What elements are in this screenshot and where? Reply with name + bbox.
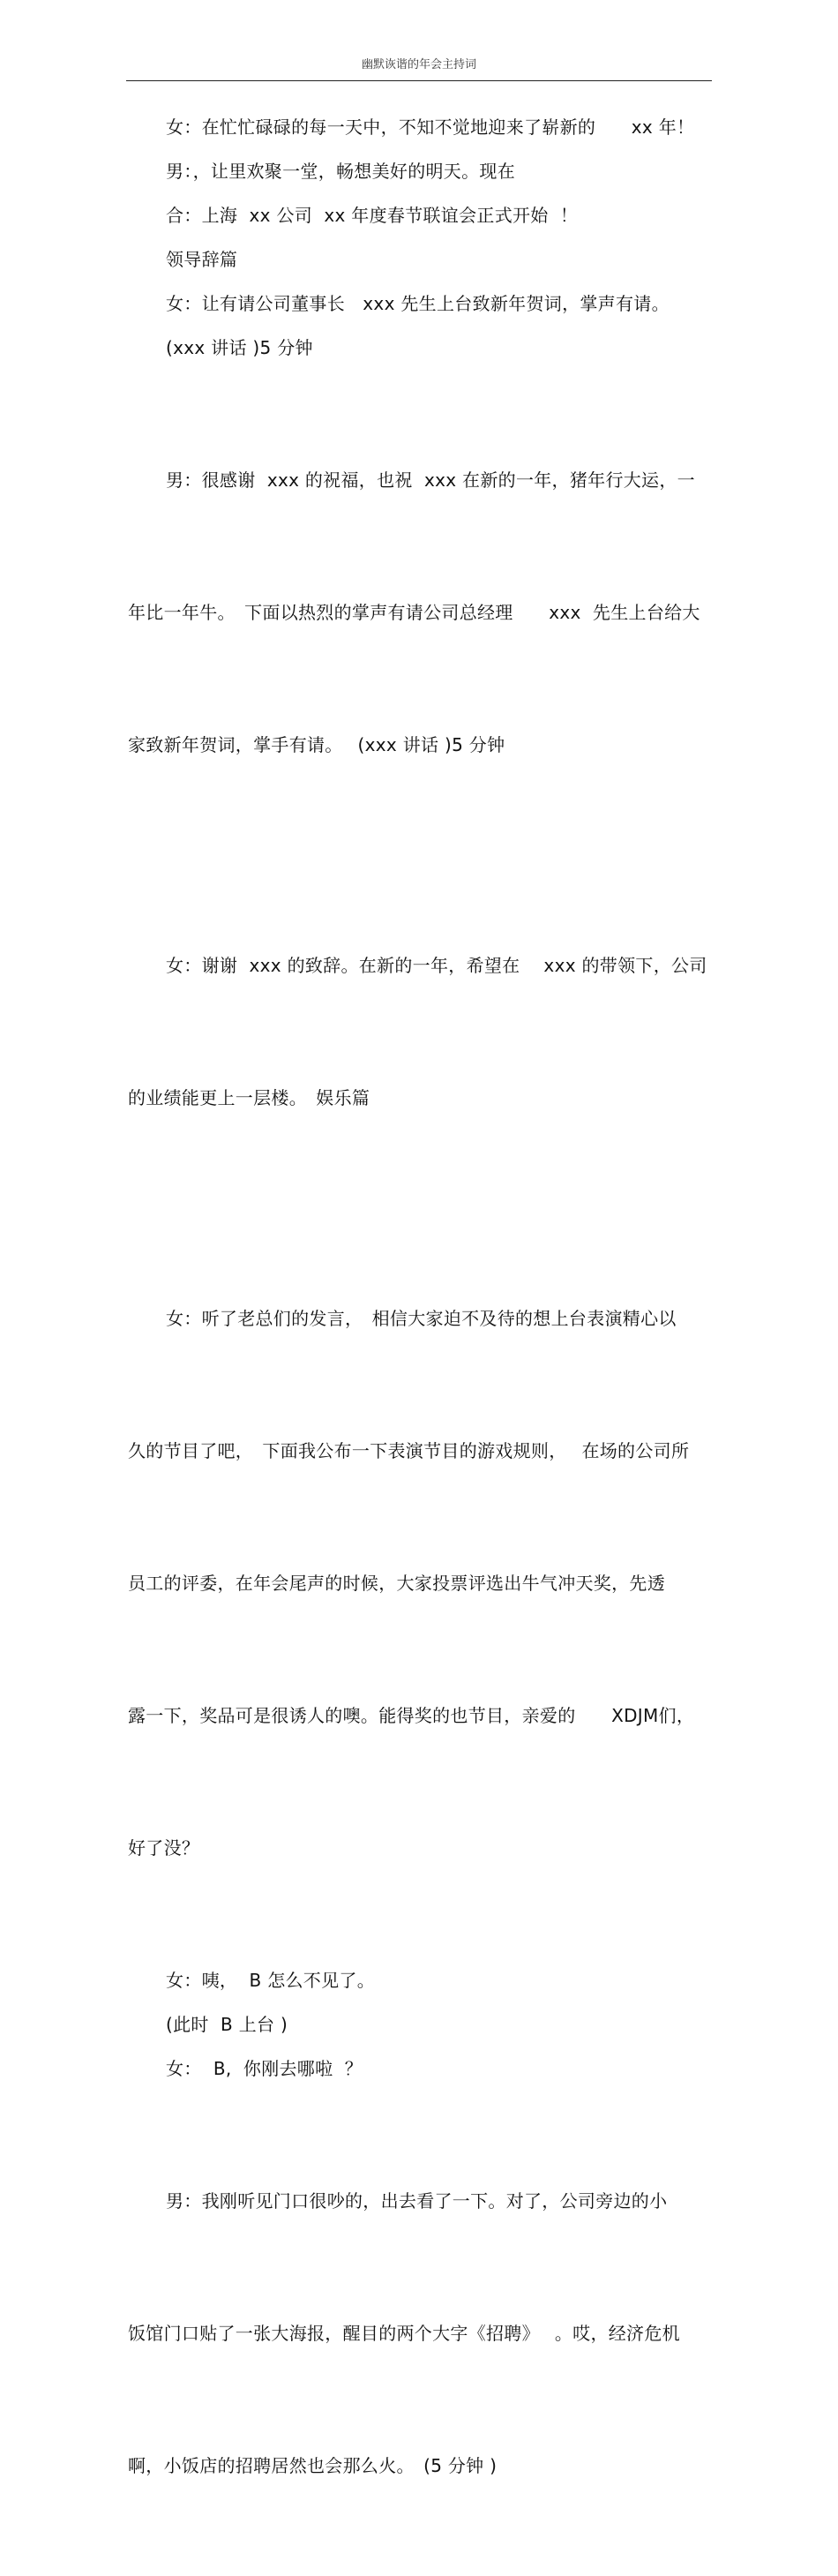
header-divider — [126, 80, 712, 81]
paragraph — [128, 855, 710, 1208]
text-line: 合：上海 xx 公司 xx 年度春节联谊会正式开始 ！ — [166, 205, 579, 226]
paragraph — [128, 1208, 710, 1958]
text-line: 露一下，奖品可是很诱人的噢。能得奖的也节目，亲爱的 XDJM们， — [128, 1705, 695, 1726]
text-line: 啊，小饭店的招聘居然也会那么火。 (5 分钟 ) — [128, 2455, 498, 2476]
text-line: 久的节目了吧， 下面我公布一下表演节目的游戏规则， 在场的公司所 — [128, 1440, 690, 1461]
paragraph — [128, 1958, 710, 2002]
paragraph — [128, 326, 710, 370]
paragraph — [128, 282, 710, 326]
text-line: 员工的评委，在年会尾声的时候，大家投票评选出牛气冲天奖，先透 — [128, 1573, 665, 1594]
text-line: (此时 B 上台 ) — [166, 2014, 288, 2035]
paragraph — [128, 2091, 710, 2576]
text-line: 的业绩能更上一层楼。 娱乐篇 — [128, 1087, 370, 1108]
text-line: 男：我刚听见门口很吵的，出去看了一下。对了，公司旁边的小 — [166, 2190, 668, 2212]
paragraph — [128, 2047, 710, 2091]
paragraph — [128, 105, 710, 149]
text-line: 女：咦， B 怎么不见了。 — [166, 1970, 375, 1991]
text-line: 男：很感谢 xxx 的祝福，也祝 xxx 在新的一年，猪年行大运，一 — [166, 469, 695, 491]
text-line: 好了没？ — [128, 1837, 200, 1859]
paragraph — [128, 193, 710, 237]
text-line: 年比一年牛。 下面以热烈的掌声有请公司总经理 xxx 先生上台给大 — [128, 602, 700, 623]
text-line: 女：在忙忙碌碌的每一天中，不知不觉地迎来了崭新的 xx 年！ — [166, 116, 695, 138]
text-line: (xxx 讲话 )5 分钟 — [166, 337, 313, 358]
text-line: 女：让有请公司董事长 xxx 先生上台致新年贺词，掌声有请。 — [166, 293, 670, 314]
section-heading — [128, 237, 710, 282]
document-body — [128, 105, 710, 2576]
page-header-title: 幽默诙谐的年会主持词 — [361, 58, 476, 71]
text-line: 饭馆门口贴了一张大海报，醒目的两个大字《招聘》 。哎，经济危机 — [128, 2323, 680, 2344]
paragraph — [128, 370, 710, 855]
text-line: 女：谢谢 xxx 的致辞。在新的一年，希望在 xxx 的带领下，公司 — [166, 955, 707, 976]
paragraph — [128, 2002, 710, 2047]
text-line: 女： B, 你刚去哪啦 ？ — [166, 2058, 363, 2079]
text-line: 男：，让里欢聚一堂，畅想美好的明天。现在 — [166, 161, 515, 182]
text-line: 领导辞篇 — [166, 249, 238, 270]
paragraph — [128, 149, 710, 193]
text-line: 女：听了老总们的发言， 相信大家迫不及待的想上台表演精心以 — [166, 1308, 677, 1329]
text-line: 家致新年贺词，掌手有请。 (xxx 讲话 )5 分钟 — [128, 734, 505, 755]
